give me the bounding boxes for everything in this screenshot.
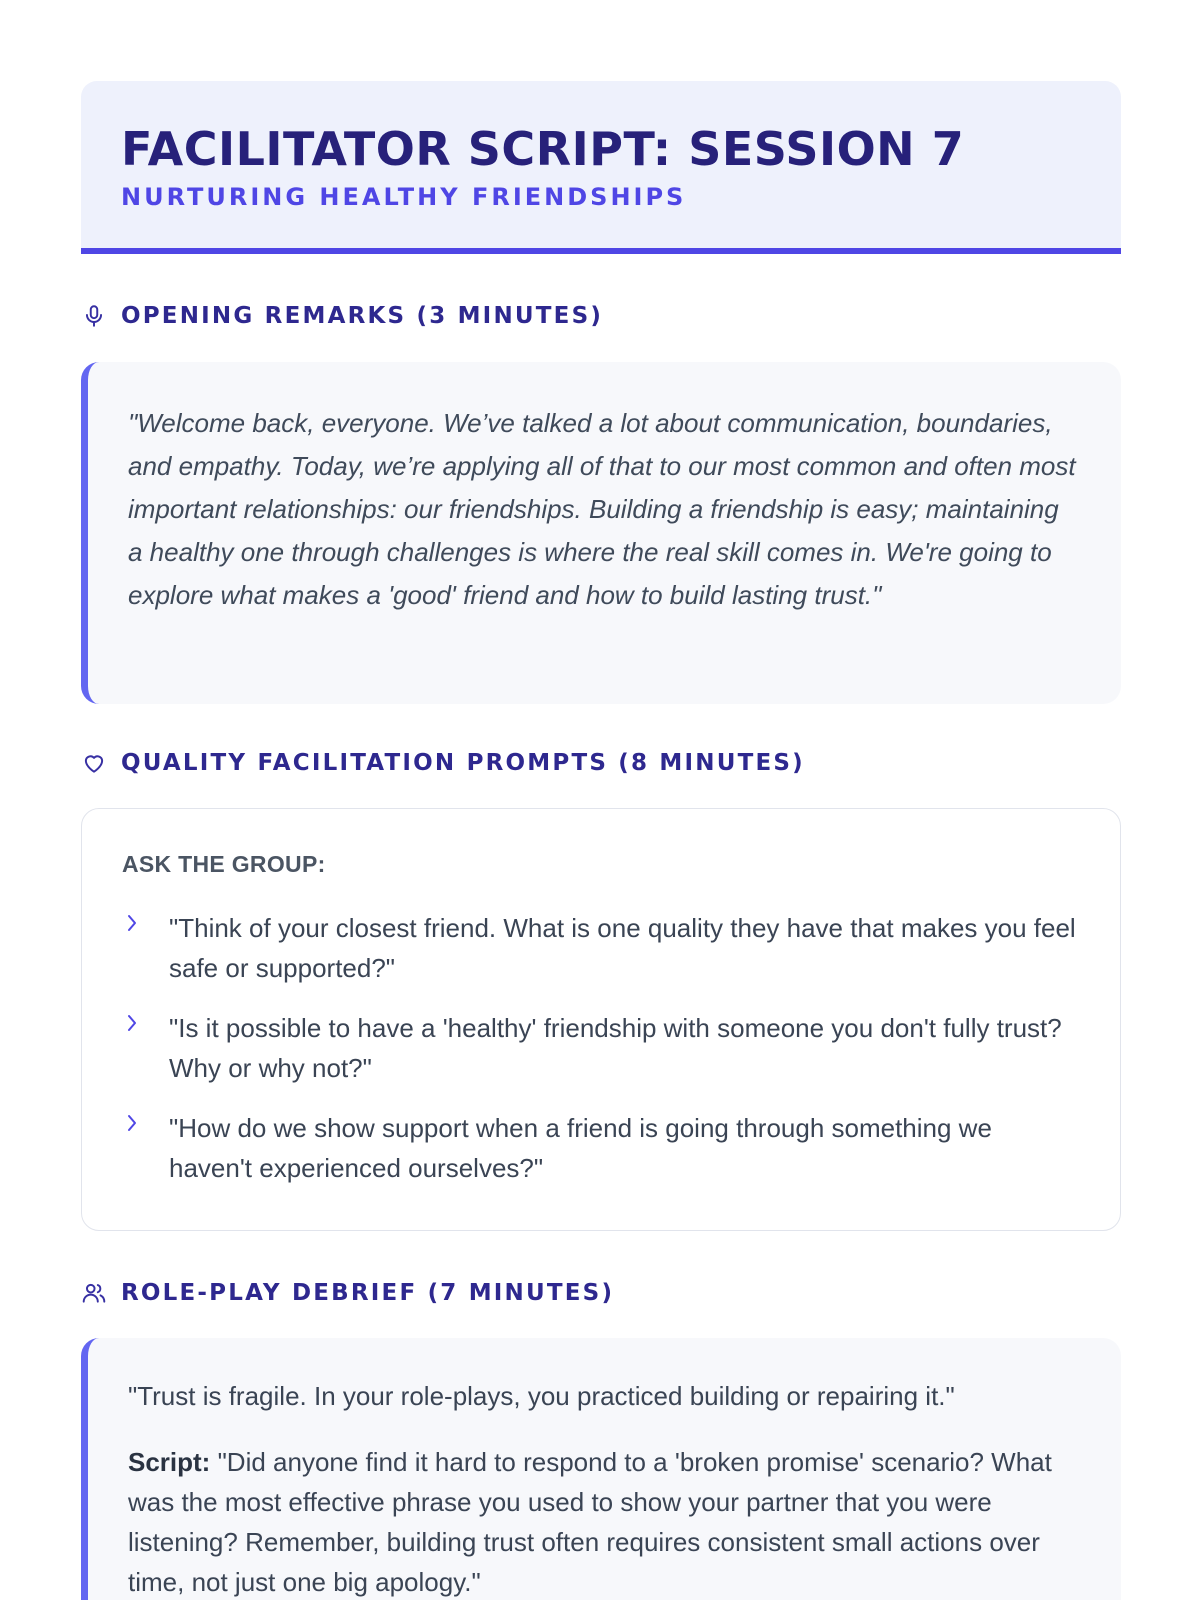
- section-heading-opening: [81, 303, 603, 329]
- prompt-text: "Is it possible to have a 'healthy' friendship with someone you don't fully trust? Why or why not?": [169, 1013, 1062, 1083]
- chevron-right-icon: [122, 1110, 150, 1136]
- ask-label: ASK THE GROUP:: [122, 851, 326, 877]
- page-title: FACILITATOR SCRIPT: SESSION 7: [121, 122, 965, 176]
- heart-icon: [81, 750, 107, 776]
- chevron-right-icon: [122, 910, 150, 936]
- opening-quote: "Welcome back, everyone. We’ve talked a lot about communication, boundaries, and empathy. Today, we’re applying all of that to our most common and often most important relationships: our friendships. Building a friendship is easy; maintaining a healthy one through challenges is where the real skill comes in. We're going to explore what makes a 'good' friend and how to build lasting trust.": [128, 408, 1076, 610]
- microphone-icon: [81, 303, 107, 329]
- script-label: Script:: [128, 1447, 211, 1477]
- chevron-right-icon: [122, 1010, 150, 1036]
- page-header: [81, 81, 1121, 254]
- users-icon: [81, 1280, 107, 1306]
- section-heading-prompts: [81, 750, 805, 776]
- opening-quote-box: [81, 362, 1121, 704]
- prompt-text: "Think of your closest friend. What is one quality they have that makes you feel safe or supported?": [169, 913, 1076, 983]
- script-text: "Did anyone find it hard to respond to a 'broken promise' scenario? What was the most effective phrase you used to show your partner that you were listening? Remember, building trust often requires consistent small actions over time, not just one big apology.": [128, 1447, 1052, 1597]
- page-subtitle: NURTURING HEALTHY FRIENDSHIPS: [121, 182, 687, 211]
- list-item: [122, 1008, 1080, 1088]
- section-heading-label: OPENING REMARKS (3 MINUTES): [121, 303, 604, 329]
- section-heading-label: QUALITY FACILITATION PROMPTS (8 MINUTES): [121, 750, 805, 776]
- debrief-script: [128, 1442, 1077, 1600]
- debrief-intro: "Trust is fragile. In your role-plays, you practiced building or repairing it.": [128, 1381, 955, 1411]
- section-heading-label: ROLE-PLAY DEBRIEF (7 MINUTES): [121, 1280, 615, 1306]
- debrief-box: [81, 1338, 1121, 1600]
- prompt-text: "How do we show support when a friend is going through something we haven't experienced ourselves?": [169, 1113, 992, 1183]
- list-item: [122, 1108, 1080, 1188]
- list-item: [122, 908, 1080, 988]
- section-heading-debrief: [81, 1280, 614, 1306]
- prompt-list: [122, 908, 1080, 1188]
- prompts-box: [81, 808, 1121, 1231]
